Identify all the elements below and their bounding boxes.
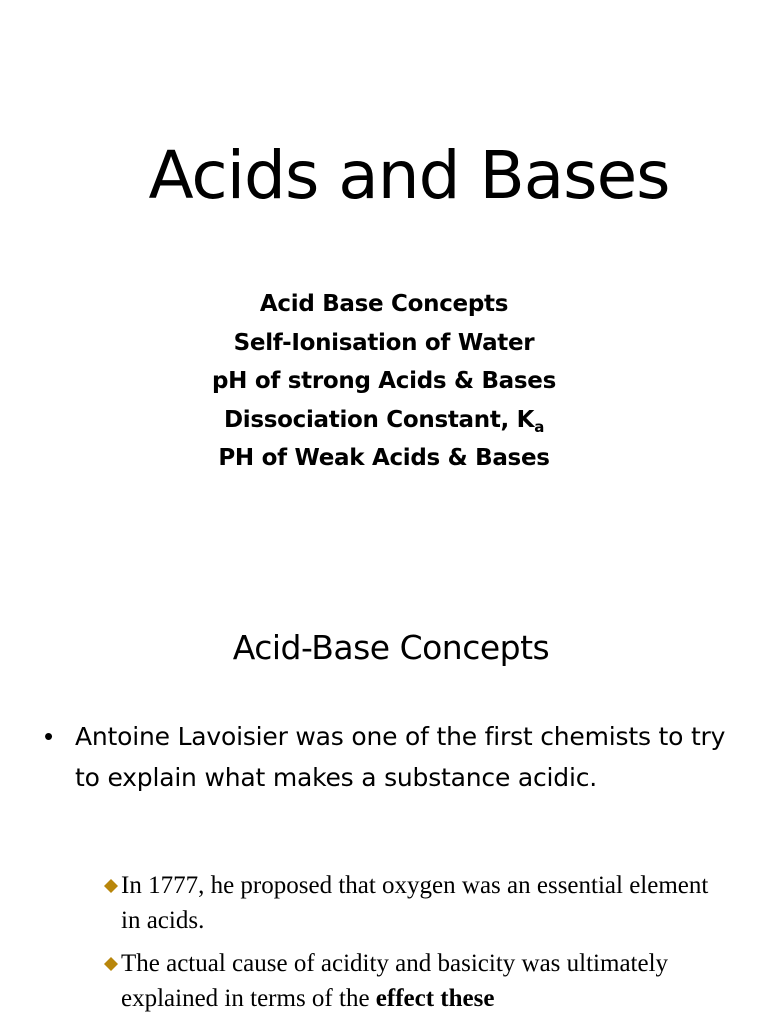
sub-bullet-item — [104, 946, 724, 1016]
sub-bullet-bold-text: effect these — [375, 985, 495, 1012]
topic-item — [0, 401, 768, 440]
section-title: Acid-Base Concepts — [232, 628, 550, 667]
diamond-bullet-icon — [104, 946, 121, 982]
sub-bullet-plain-text: In 1777, he proposed that oxygen was an essential element in acids. — [121, 872, 709, 934]
sub-bullet-text — [121, 946, 724, 1016]
topic-subscript: a — [534, 417, 545, 436]
topic-text: Dissociation Constant, K — [223, 406, 535, 433]
sub-bullet-text — [121, 868, 724, 938]
topic-text: Acid Base Concepts — [259, 291, 509, 317]
topic-item — [0, 324, 768, 363]
sub-bullet-list — [104, 868, 724, 1024]
bullet-dot-icon: • — [44, 721, 54, 751]
slide-acid-base-concepts — [0, 576, 768, 1024]
topic-item — [0, 362, 768, 401]
topic-text: PH of Weak Acids & Bases — [218, 445, 550, 471]
topic-item — [0, 285, 768, 324]
main-title: Acids and Bases — [148, 137, 670, 214]
topic-text: Self-Ionisation of Water — [233, 329, 535, 356]
main-bullet-text: Antoine Lavoisier was one of the first chemists to try to explain what makes a substance acidic. — [75, 722, 726, 792]
topic-item — [0, 439, 768, 478]
sub-bullet-item — [104, 868, 724, 938]
diamond-bullet-icon — [104, 868, 121, 904]
main-bullet — [44, 716, 734, 798]
topic-list — [0, 285, 768, 478]
topic-text: pH of strong Acids & Bases — [212, 368, 556, 394]
sub-bullet-plain-text: The actual cause of acidity and basicity was ultimately explained in terms of the — [121, 950, 669, 1012]
